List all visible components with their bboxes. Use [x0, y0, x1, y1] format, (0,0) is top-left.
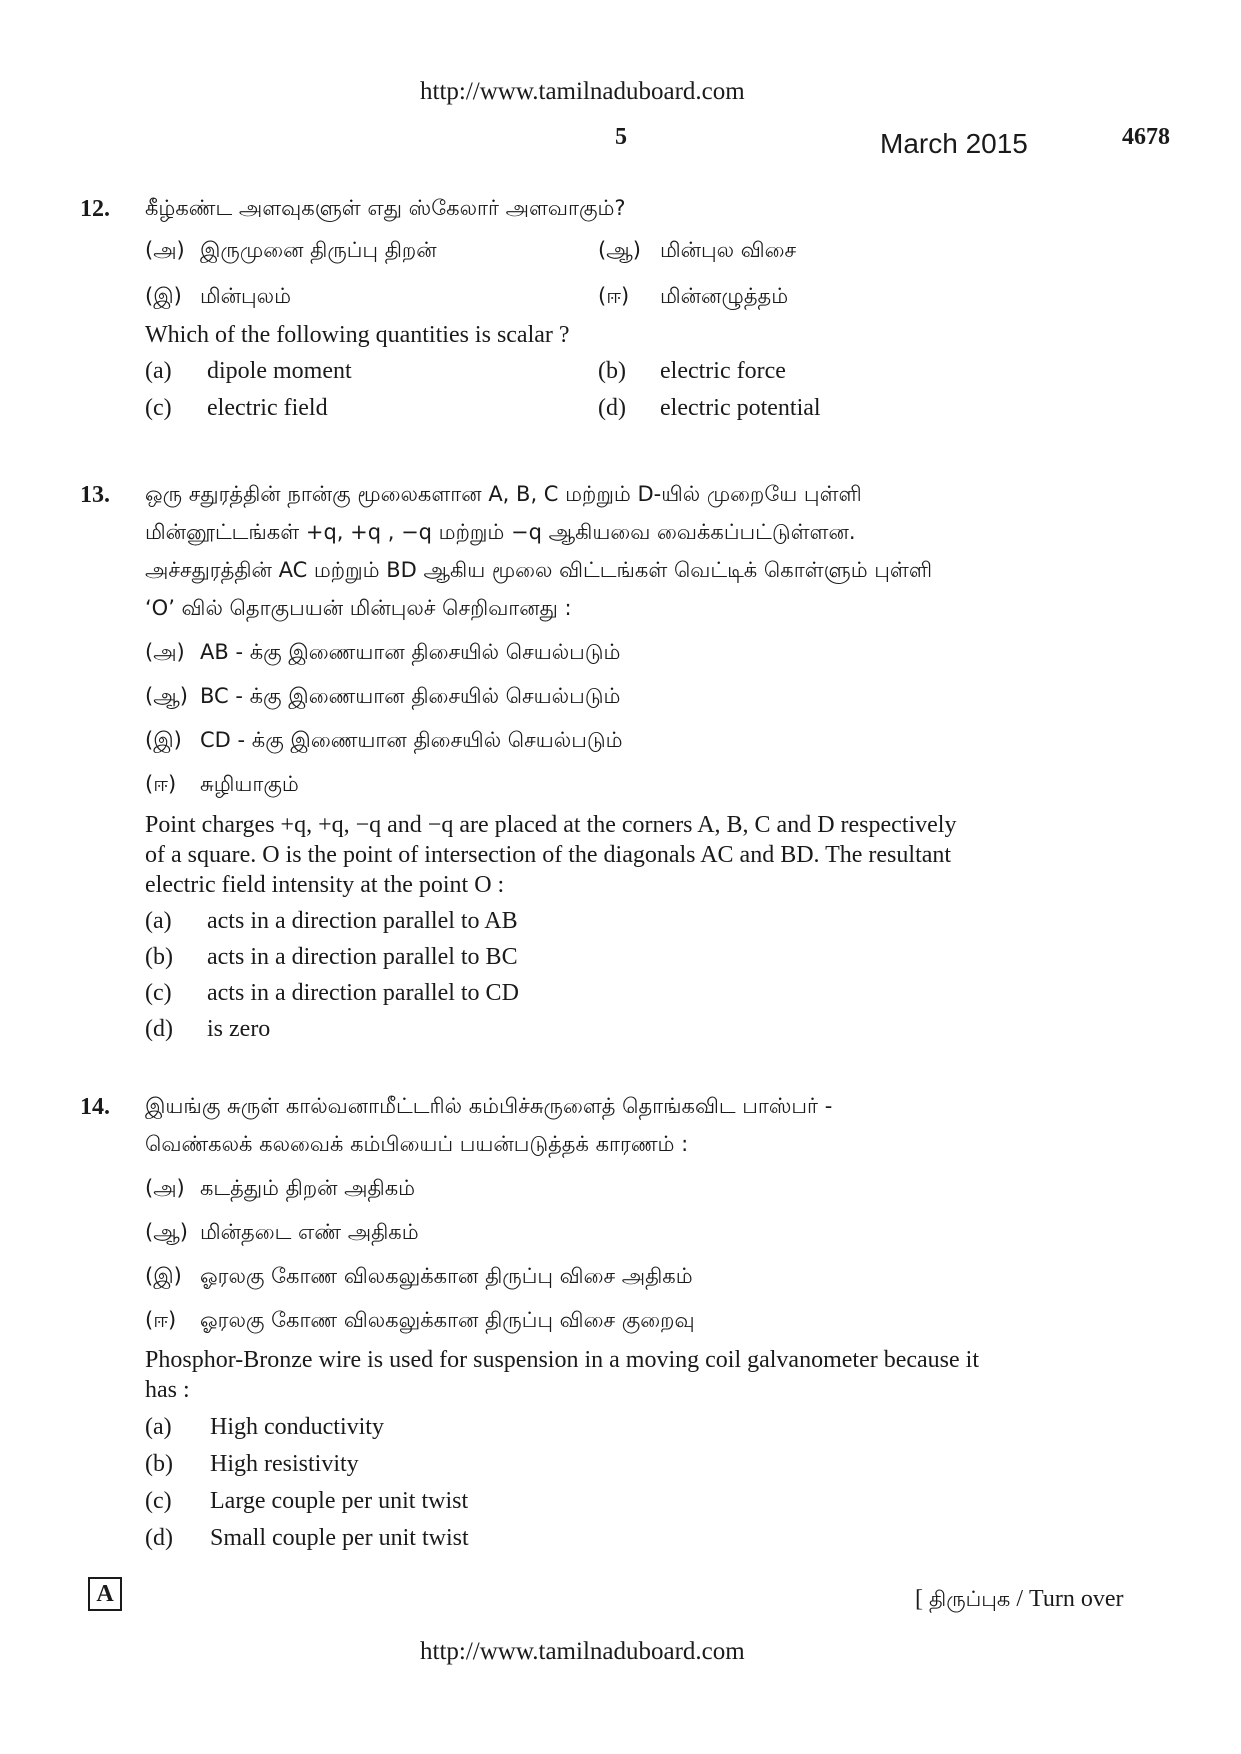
tamil-stem-line: மின்னூட்டங்கள் +q, +q , −q மற்றும் −q ஆகியவை வைக்கப்பட்டுள்ளன.	[145, 520, 856, 544]
english-stem-line: electric field intensity at the point O :	[145, 872, 505, 898]
tamil-option-text: கடத்தும் திறன் அதிகம்	[200, 1176, 416, 1200]
tamil-stem-line: இயங்கு சுருள் கால்வனாமீட்டரில் கம்பிச்சுருளைத் தொங்கவிட பாஸ்பர் -	[145, 1094, 833, 1118]
tamil-option-text: ஓரலகு கோண விலகலுக்கான திருப்பு விசை அதிகம்	[200, 1264, 693, 1288]
question-number: 13.	[80, 482, 110, 508]
tamil-option-text: CD - க்கு இணையான திசையில் செயல்படும்	[200, 728, 623, 752]
english-option-label: (c)	[145, 1488, 172, 1514]
english-option-label: (b)	[598, 358, 626, 384]
version-box: A	[88, 1577, 122, 1611]
english-option-text: electric field	[207, 395, 328, 421]
english-option-label: (a)	[145, 908, 172, 934]
english-option-text: Large couple per unit twist	[210, 1488, 469, 1514]
english-option-text: dipole moment	[207, 358, 352, 384]
english-option-label: (d)	[598, 395, 626, 421]
tamil-option-label: (ஆ)	[145, 1220, 188, 1244]
footer-url: http://www.tamilnaduboard.com	[420, 1638, 745, 1665]
english-stem-line: has :	[145, 1377, 190, 1403]
tamil-option-text: மின்புல விசை	[660, 238, 797, 262]
tamil-option-label: (ஈ)	[145, 772, 177, 796]
english-stem-line: of a square. O is the point of intersection of the diagonals AC and BD. The resultant	[145, 842, 952, 868]
tamil-stem-line: வெண்கலக் கலவைக் கம்பியைப் பயன்படுத்தக் காரணம் :	[145, 1132, 689, 1156]
english-stem: Which of the following quantities is scalar ?	[145, 322, 570, 348]
tamil-option-text: AB - க்கு இணையான திசையில் செயல்படும்	[200, 640, 621, 664]
english-stem-line: Phosphor-Bronze wire is used for suspension in a moving coil galvanometer because it	[145, 1347, 979, 1373]
paper-code: 4678	[1122, 124, 1170, 150]
tamil-option-label: (ஈ)	[598, 284, 630, 308]
turn-bracket: [	[915, 1586, 923, 1612]
english-option-label: (d)	[145, 1525, 173, 1551]
english-option-label: (c)	[145, 395, 172, 421]
tamil-option-text: மின்தடை எண் அதிகம்	[200, 1220, 419, 1244]
english-option-text: acts in a direction parallel to BC	[207, 944, 518, 970]
tamil-option-label: (ஆ)	[145, 684, 188, 708]
english-option-text: High resistivity	[210, 1451, 359, 1477]
english-option-text: is zero	[207, 1016, 271, 1042]
exam-date: March 2015	[880, 128, 1028, 159]
tamil-option-label: (ஆ)	[598, 238, 641, 262]
tamil-stem-line: அச்சதுரத்தின் AC மற்றும் BD ஆகிய மூலை விட்டங்கள் வெட்டிக் கொள்ளும் புள்ளி	[145, 558, 933, 582]
english-option-text: High conductivity	[210, 1414, 384, 1440]
tamil-stem-line: ‘O’ வில் தொகுபயன் மின்புலச் செறிவானது :	[145, 596, 572, 620]
turn-over	[915, 1586, 1123, 1614]
header-url: http://www.tamilnaduboard.com	[420, 78, 745, 105]
english-option-label: (b)	[145, 944, 173, 970]
english-option-text: Small couple per unit twist	[210, 1525, 469, 1551]
tamil-option-text: மின்னழுத்தம்	[660, 284, 789, 308]
english-option-text: electric force	[660, 358, 786, 384]
question-number: 12.	[80, 196, 110, 222]
english-option-text: acts in a direction parallel to AB	[207, 908, 518, 934]
english-option-label: (c)	[145, 980, 172, 1006]
english-option-label: (b)	[145, 1451, 173, 1477]
turn-english: / Turn over	[1016, 1586, 1124, 1612]
tamil-option-label: (ஈ)	[145, 1308, 177, 1332]
tamil-option-text: ஓரலகு கோண விலகலுக்கான திருப்பு விசை குறைவு	[200, 1308, 695, 1332]
tamil-option-text: மின்புலம்	[200, 284, 291, 308]
tamil-option-text: சுழியாகும்	[200, 772, 299, 796]
english-option-label: (d)	[145, 1016, 173, 1042]
turn-tamil: திருப்புக	[929, 1587, 1011, 1611]
tamil-option-label: (அ)	[145, 238, 185, 262]
tamil-option-label: (இ)	[145, 284, 182, 308]
tamil-stem: கீழ்கண்ட அளவுகளுள் எது ஸ்கேலார் அளவாகும்?	[145, 196, 626, 220]
english-option-label: (a)	[145, 358, 172, 384]
tamil-option-label: (இ)	[145, 728, 182, 752]
english-stem-line: Point charges +q, +q, −q and −q are placed at the corners A, B, C and D respectively	[145, 812, 957, 838]
tamil-option-label: (இ)	[145, 1264, 182, 1288]
tamil-option-label: (அ)	[145, 640, 185, 664]
tamil-option-text: இருமுனை திருப்பு திறன்	[200, 238, 437, 262]
tamil-option-text: BC - க்கு இணையான திசையில் செயல்படும்	[200, 684, 621, 708]
question-number: 14.	[80, 1094, 110, 1120]
tamil-stem-line: ஒரு சதுரத்தின் நான்கு மூலைகளான A, B, C மற்றும் D-யில் முறையே புள்ளி	[145, 482, 862, 506]
tamil-option-label: (அ)	[145, 1176, 185, 1200]
english-option-label: (a)	[145, 1414, 172, 1440]
english-option-text: electric potential	[660, 395, 821, 421]
english-option-text: acts in a direction parallel to CD	[207, 980, 519, 1006]
page-number: 5	[615, 124, 627, 150]
